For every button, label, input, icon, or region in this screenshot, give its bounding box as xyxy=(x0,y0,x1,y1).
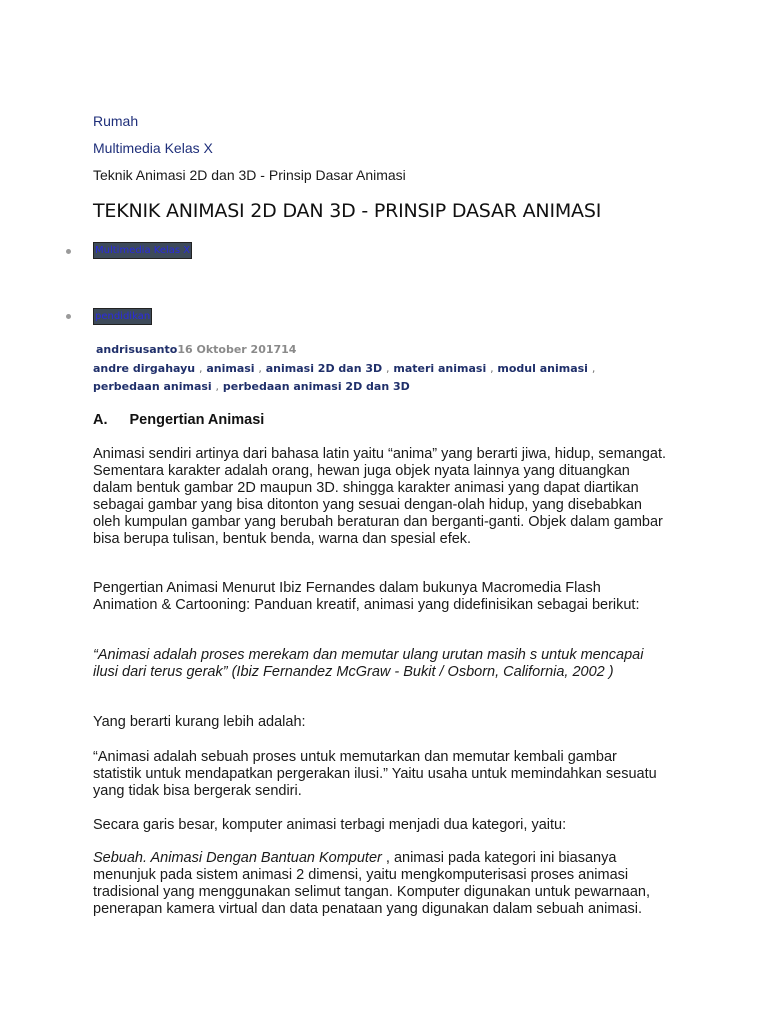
paragraph-meaning: Yang berarti kurang lebih adalah: xyxy=(93,714,306,730)
tag-link[interactable]: materi animasi xyxy=(393,362,487,375)
post-date: 16 Oktober 201714 xyxy=(177,343,297,356)
paragraph-computer-assisted: Sebuah. Animasi Dengan Bantuan Komputer , animasi pada kategori ini biasanya menunjuk pada sistem animasi 2 dimensi, yaitu mengkomputerisasi proses animasi tradisional yang menggunakan selimut tangan. Komputer digunakan untuk pewarnaan, penerapan kamera virtual dan data penataan yang digunakan dalam sebuah animasi. xyxy=(93,850,651,917)
label-pendidikan[interactable]: pendidikan xyxy=(93,308,152,325)
tag-link[interactable]: andre dirgahayu xyxy=(93,362,196,375)
paragraph-quote-translation: “Animasi adalah sebuah proses untuk memutarkan dan memutar kembali gambar statistik untuk mendapatkan pergerakan ilusi.” Yaitu usaha untuk memindahkan sesuatu yang tidak bisa bergerak sendiri. xyxy=(93,749,657,799)
paragraph-definition: Animasi sendiri artinya dari bahasa latin yaitu “anima” yang berarti jiwa, hidup, semangat. Sementara karakter adalah orang, hewan juga objek nyata lainnya yang dituangkan dalam bentuk gambar 2D maupun 3D. shingga karakter animasi yang dapat diartikan sebagai gambar yang bisa ditonton yang sesuai dengan-olah hidup, yang disebabkan oleh kumpulan gambar yang berubah beraturan dan berganti-ganti. Objek dalam gambar bisa berupa tulisan, bentuk benda, warna dan spesial efek. xyxy=(93,446,667,547)
bullet-icon xyxy=(66,314,71,319)
post-meta xyxy=(96,343,296,356)
label-multimedia-kelas-x[interactable]: Multimedia Kelas X xyxy=(93,242,192,259)
tag-link[interactable]: animasi 2D dan 3D xyxy=(265,362,383,375)
tag-list: andre dirgahayu , animasi , animasi 2D dan 3D , materi animasi , modul animasi , perbedaan animasi , perbedaan animasi 2D dan 3D xyxy=(93,362,596,393)
author-link[interactable]: andrisusanto xyxy=(96,343,178,356)
breadcrumb-current: Teknik Animasi 2D dan 3D - Prinsip Dasar Animasi xyxy=(93,167,406,183)
tag-link[interactable]: perbedaan animasi 2D dan 3D xyxy=(222,380,410,393)
tag-link[interactable]: modul animasi xyxy=(497,362,588,375)
quote-fernandes: “Animasi adalah proses merekam dan memutar ulang urutan masih s untuk mencapai ilusi dari terus gerak” (Ibiz Fernandez McGraw - Bukit / Osborn, California, 2002 ) xyxy=(93,647,644,680)
paragraph-categories: Secara garis besar, komputer animasi terbagi menjadi dua kategori, yaitu: xyxy=(93,817,567,833)
nav-home-link[interactable]: Rumah xyxy=(93,113,139,129)
tag-link[interactable]: animasi xyxy=(206,362,255,375)
nav-category-link[interactable]: Multimedia Kelas X xyxy=(93,140,213,156)
page-title: TEKNIK ANIMASI 2D DAN 3D - PRINSIP DASAR ANIMASI xyxy=(93,200,602,222)
tag-link[interactable]: perbedaan animasi xyxy=(93,380,212,393)
bullet-icon xyxy=(66,249,71,254)
section-heading: A. Pengertian Animasi xyxy=(93,412,265,428)
paragraph-fernandes: Pengertian Animasi Menurut Ibiz Fernandes dalam bukunya Macromedia Flash Animation & Cartooning: Panduan kreatif, animasi yang didefinisikan sebagai berikut: xyxy=(93,580,640,613)
